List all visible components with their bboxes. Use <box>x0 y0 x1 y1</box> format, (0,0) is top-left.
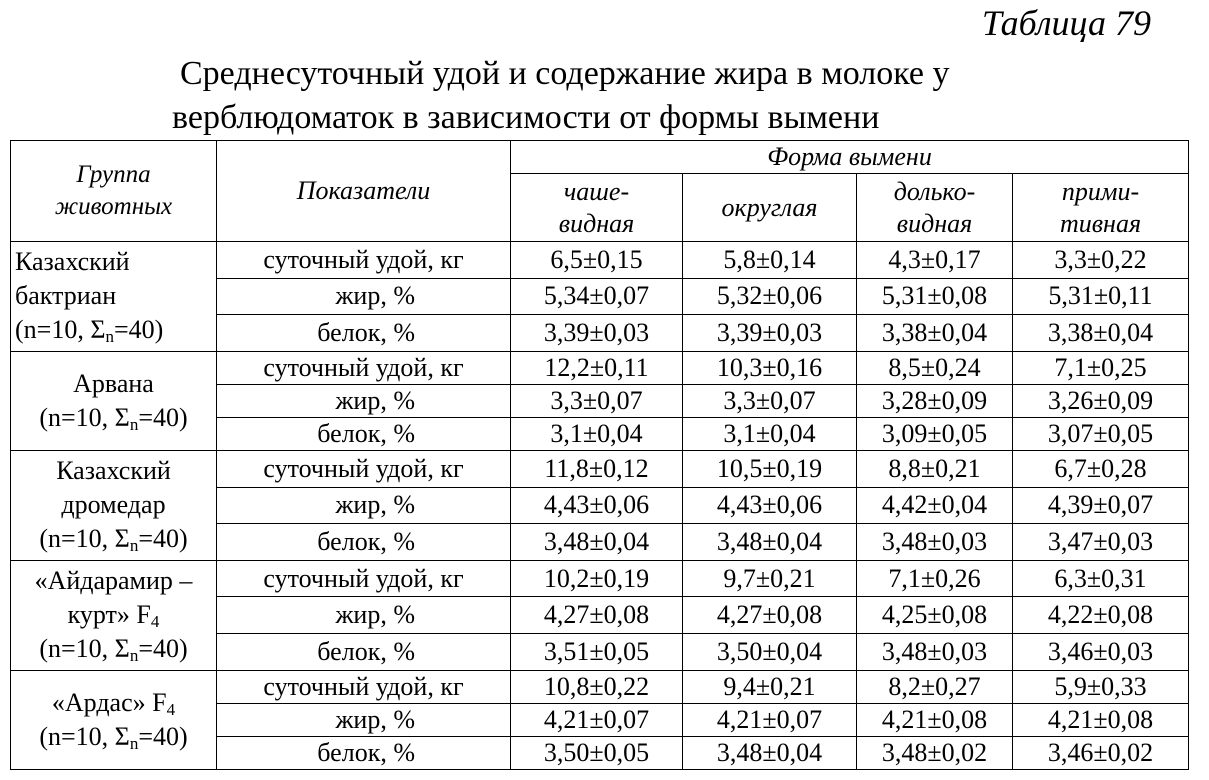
table-number: Таблица 79 <box>981 3 1151 43</box>
indicator-cell: суточный удой, кг <box>217 670 511 703</box>
value-cell: 4,21±0,07 <box>511 703 683 736</box>
indicator-cell: суточный удой, кг <box>217 451 511 488</box>
shape-header-primitive: прими- тивная <box>1013 174 1189 242</box>
table-row <box>11 242 1189 279</box>
value-cell: 4,21±0,08 <box>857 703 1013 736</box>
value-cell: 4,43±0,06 <box>511 487 683 524</box>
indicator-cell: жир, % <box>217 278 511 315</box>
indicator-cell: жир, % <box>217 384 511 417</box>
value-cell: 5,31±0,11 <box>1013 278 1189 315</box>
value-cell: 4,3±0,17 <box>857 242 1013 279</box>
indicator-cell: жир, % <box>217 703 511 736</box>
value-cell: 3,3±0,07 <box>511 384 683 417</box>
value-cell: 5,32±0,06 <box>683 278 857 315</box>
udder-shape-header: Форма вымени <box>511 141 1189 174</box>
group-name-cell: «Ардас» $F_4$ (n=10, $\Sigma_n=40$) <box>11 670 217 769</box>
table-title <box>0 52 1209 140</box>
value-cell: 3,09±0,05 <box>857 417 1013 450</box>
group-column-header: Группа животных <box>11 141 217 242</box>
value-cell: 6,5±0,15 <box>511 242 683 279</box>
value-cell: 6,3±0,31 <box>1013 560 1189 597</box>
value-cell: 4,27±0,08 <box>511 597 683 634</box>
value-cell: 5,31±0,08 <box>857 278 1013 315</box>
value-cell: 3,39±0,03 <box>683 315 857 352</box>
value-cell: 3,51±0,05 <box>511 634 683 671</box>
table-row <box>11 670 1189 703</box>
indicator-cell: белок, % <box>217 524 511 561</box>
value-cell: 4,21±0,08 <box>1013 703 1189 736</box>
value-cell: 3,48±0,04 <box>683 736 857 769</box>
data-table <box>10 140 1189 770</box>
table-row <box>11 560 1189 597</box>
value-cell: 5,9±0,33 <box>1013 670 1189 703</box>
indicator-cell: белок, % <box>217 634 511 671</box>
value-cell: 4,27±0,08 <box>683 597 857 634</box>
indicator-cell: жир, % <box>217 487 511 524</box>
table-row <box>11 351 1189 384</box>
value-cell: 3,48±0,03 <box>857 524 1013 561</box>
value-cell: 10,5±0,19 <box>683 451 857 488</box>
value-cell: 4,39±0,07 <box>1013 487 1189 524</box>
value-cell: 4,22±0,08 <box>1013 597 1189 634</box>
value-cell: 3,47±0,03 <box>1013 524 1189 561</box>
value-cell: 3,48±0,04 <box>511 524 683 561</box>
group-name-cell: Арвана (n=10, $\Sigma_n=40$) <box>11 351 217 450</box>
value-cell: 10,3±0,16 <box>683 351 857 384</box>
value-cell: 9,7±0,21 <box>683 560 857 597</box>
indicator-cell: суточный удой, кг <box>217 242 511 279</box>
shape-header-cup: чаше- видная <box>511 174 683 242</box>
value-cell: 4,21±0,07 <box>683 703 857 736</box>
value-cell: 3,38±0,04 <box>1013 315 1189 352</box>
value-cell: 3,26±0,09 <box>1013 384 1189 417</box>
value-cell: 10,2±0,19 <box>511 560 683 597</box>
value-cell: 8,8±0,21 <box>857 451 1013 488</box>
table-row <box>11 451 1189 488</box>
value-cell: 3,1±0,04 <box>683 417 857 450</box>
value-cell: 3,46±0,03 <box>1013 634 1189 671</box>
table-body <box>11 242 1189 770</box>
value-cell: 3,28±0,09 <box>857 384 1013 417</box>
group-name-cell: Казахский дромедар (n=10, $\Sigma_n=40$) <box>11 451 217 561</box>
shape-header-round: округлая <box>683 174 857 242</box>
value-cell: 3,38±0,04 <box>857 315 1013 352</box>
indicator-cell: суточный удой, кг <box>217 351 511 384</box>
title-line-1: Среднесуточный удой и содержание жира в молоке у <box>180 55 950 92</box>
value-cell: 5,34±0,07 <box>511 278 683 315</box>
indicator-cell: белок, % <box>217 315 511 352</box>
value-cell: 10,8±0,22 <box>511 670 683 703</box>
value-cell: 3,48±0,03 <box>857 634 1013 671</box>
value-cell: 6,7±0,28 <box>1013 451 1189 488</box>
value-cell: 3,07±0,05 <box>1013 417 1189 450</box>
value-cell: 3,48±0,02 <box>857 736 1013 769</box>
value-cell: 3,1±0,04 <box>511 417 683 450</box>
value-cell: 12,2±0,11 <box>511 351 683 384</box>
shape-header-lobed: долько- видная <box>857 174 1013 242</box>
value-cell: 3,39±0,03 <box>511 315 683 352</box>
indicator-cell: белок, % <box>217 736 511 769</box>
value-cell: 9,4±0,21 <box>683 670 857 703</box>
title-line-2: верблюдоматок в зависимости от формы вымени <box>172 99 880 136</box>
indicator-cell: белок, % <box>217 417 511 450</box>
indicator-cell: жир, % <box>217 597 511 634</box>
value-cell: 3,46±0,02 <box>1013 736 1189 769</box>
value-cell: 3,3±0,07 <box>683 384 857 417</box>
value-cell: 4,43±0,06 <box>683 487 857 524</box>
value-cell: 7,1±0,26 <box>857 560 1013 597</box>
value-cell: 3,50±0,05 <box>511 736 683 769</box>
value-cell: 11,8±0,12 <box>511 451 683 488</box>
value-cell: 5,8±0,14 <box>683 242 857 279</box>
indicator-cell: суточный удой, кг <box>217 560 511 597</box>
group-name-cell: Казахский бактриан (n=10, $\Sigma_n=40$) <box>11 242 217 352</box>
group-name-cell: «Айдарамир – курт» $F_4$ (n=10, $\Sigma_n=40$) <box>11 560 217 670</box>
indicators-column-header: Показатели <box>217 141 511 242</box>
value-cell: 7,1±0,25 <box>1013 351 1189 384</box>
value-cell: 3,48±0,04 <box>683 524 857 561</box>
value-cell: 3,3±0,22 <box>1013 242 1189 279</box>
value-cell: 3,50±0,04 <box>683 634 857 671</box>
value-cell: 8,2±0,27 <box>857 670 1013 703</box>
value-cell: 4,42±0,04 <box>857 487 1013 524</box>
value-cell: 4,25±0,08 <box>857 597 1013 634</box>
value-cell: 8,5±0,24 <box>857 351 1013 384</box>
